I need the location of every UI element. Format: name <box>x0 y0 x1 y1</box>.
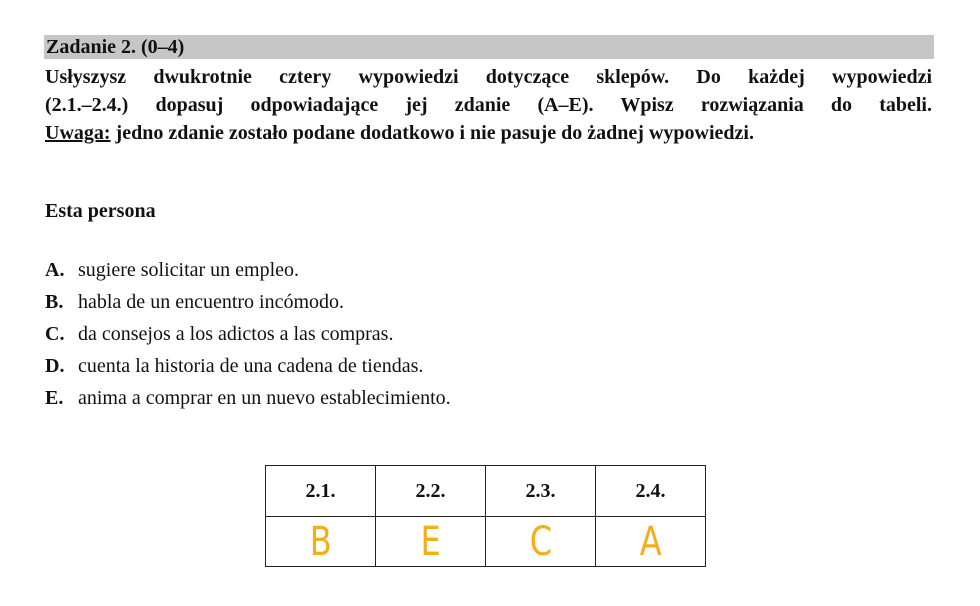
answer-table-header-row <box>266 466 706 517</box>
handwritten-answer: B <box>309 518 332 565</box>
option-text: cuenta la historia de una cadena de tiendas. <box>78 355 424 377</box>
instruction-line: (2.1.–2.4.) dopasuj odpowiadające jej zdanie (A–E). Wpisz rozwiązania do tabeli. <box>45 94 932 116</box>
answer-header-cell: 2.4. <box>596 466 706 517</box>
answer-cell[interactable] <box>486 517 596 567</box>
instruction-note <box>45 119 932 147</box>
answer-cell[interactable] <box>596 517 706 567</box>
option-letter: E. <box>45 387 64 409</box>
option-letter: C. <box>45 323 65 345</box>
options-list <box>45 254 451 414</box>
task-title: Zadanie 2. (0–4) <box>44 35 934 59</box>
option-item <box>45 286 451 318</box>
answer-header-cell: 2.2. <box>376 466 486 517</box>
task-instructions <box>45 63 932 147</box>
answer-header-cell: 2.1. <box>266 466 376 517</box>
option-text: habla de un encuentro incómodo. <box>78 291 345 313</box>
option-item <box>45 318 451 350</box>
note-text: jedno zdanie zostało podane dodatkowo i nie pasuje do żadnej wypowiedzi. <box>110 122 754 144</box>
answer-table <box>265 465 706 567</box>
handwritten-answer: A <box>639 518 662 565</box>
option-letter: D. <box>45 355 65 377</box>
option-letter: B. <box>45 291 64 313</box>
option-item <box>45 382 451 414</box>
answer-header-cell: 2.3. <box>486 466 596 517</box>
option-text: anima a comprar en un nuevo establecimiento. <box>78 387 451 409</box>
answer-cell[interactable] <box>266 517 376 567</box>
answer-cell[interactable] <box>376 517 486 567</box>
option-text: sugiere solicitar un empleo. <box>78 259 300 281</box>
instruction-line: Usłyszysz dwukrotnie cztery wypowiedzi dotyczące sklepów. Do każdej wypowiedzi <box>45 66 932 88</box>
answer-table-value-row <box>266 517 706 567</box>
note-label: Uwaga: <box>45 122 111 144</box>
handwritten-answer: C <box>529 518 552 565</box>
option-item <box>45 254 451 286</box>
option-item <box>45 350 451 382</box>
option-letter: A. <box>45 259 65 281</box>
option-text: da consejos a los adictos a las compras. <box>78 323 394 345</box>
handwritten-answer: E <box>420 518 441 565</box>
section-title: Esta persona <box>45 200 156 222</box>
